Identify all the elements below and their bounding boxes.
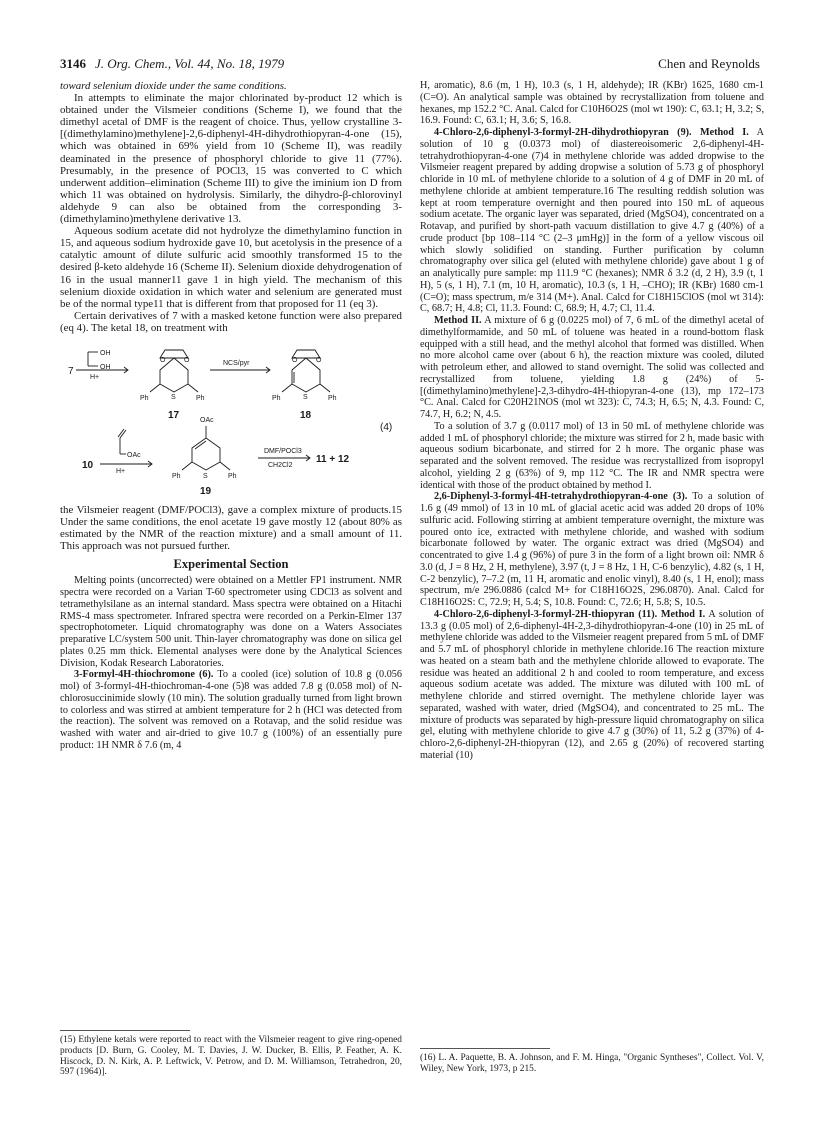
svg-text:Ph: Ph xyxy=(196,394,205,402)
paragraph: H, aromatic), 8.6 (m, 1 H), 10.3 (s, 1 H, aldehyde); IR (KBr) 1625, 1680 cm-1 (C=O). An analytical sample was obtained by recrystallization from toluene and hexanes, mp 152.2 °C. Anal. Calcd for C10H6O2S (mol wt 190): C, 63.1; H, 3.2; S, 16.9. Found: C, 63.1; H, 3.6; S, 16.8. xyxy=(420,80,764,127)
paragraph: 2,6-Diphenyl-3-formyl-4H-tetrahydrothiopyran-4-one (3). To a solution of 1.6 g (49 mmol) of 13 in 10 mL of glacial acetic acid was added 20 drops of 10% sulfuric acid. Following stirring at ambient temperature overnight, the mixture was poured onto ice, extracted with methylene chloride, and washed with sodium bicarbonate followed by water. The organic extract was dried (MgSO4) and concentrated to give 1.4 g (96%) of pure 3 in the form of a light brown oil: NMR δ 3.0 (d, J = 8 Hz, 2 H, methylene), 3.97 (t, J = 8 Hz, 1 H, C-6 benzylic), 4.82 (s, 1 H, C-2 benzylic), 7–7.2 (m, 11 H, aromatic and enolic vinyl), 8.40 (s, 1 H, enol); mass spectrum, m/e 296.0886 (calcd M+ for C18H16O2S, 296.0870). Anal. Calcd for C18H16O2S: C, 72.9; H, 5.4; S, 10.8. Found: C, 72.6; H, 5.8; S, 10.5. xyxy=(420,491,764,608)
compound-heading: 4-Chloro-2,6-diphenyl-3-formyl-2H-dihydrothiopyran (9). Method I. xyxy=(434,127,749,138)
svg-text:NCS/pyr: NCS/pyr xyxy=(223,359,250,367)
paragraph: Melting points (uncorrected) were obtained on a Mettler FP1 instrument. NMR spectra were recorded on a Varian T-60 spectrometer using CDCl3 as solvent and tetramethylsilane as an internal standard. Mass spectra were obtained on a Hitachi RMS-4 mass spectrometer. Infrared spectra were recorded on a Perkin-Elmer 137 spectrophotometer. Liquid chromatography was done on a Waters Associates preparative LC/system 500 unit. Thin-layer chromatography was done on silica gel plates 0.25 mm thick. Elemental analyses were done by the Analytical Sciences Division, Kodak Research Laboratories. xyxy=(60,575,402,669)
right-column xyxy=(420,80,764,762)
svg-text:Ph: Ph xyxy=(140,394,149,402)
svg-text:O: O xyxy=(160,356,166,364)
compound-heading: 3-Formyl-4H-thiochromone (6). xyxy=(74,669,214,681)
paragraph: Aqueous sodium acetate did not hydrolyze the dimethylamino function in 15, and aqueous sodium hydroxide gave 10, but acetolysis in the presence of a catalytic amount of dilute sulfuric acid smoothly transformed 15 to the desired β-keto aldehyde 16 (Scheme II). Selenium dioxide dehydrogenation of 16 in the usual manner11 gave 1 in high yield. The mechanism of this selenium dioxide oxidation in which water and selenium are generated must be of the normal type11 that is different from that proposed for 11 (eq 3). xyxy=(60,225,402,310)
compound-7-label: 7 xyxy=(68,365,74,377)
compound-18-label: 18 xyxy=(300,409,312,421)
paragraph: Method II. A mixture of 6 g (0.0225 mol) of 7, 6 mL of the dimethyl acetal of dimethylformamide, and 50 mL of toluene was heated in a round-bottom flask equipped with a still head, and the methyl alcohol that formed was distilled. When no more alcohol came over (about 6 h), the reaction mixture was cooled, diluted with petroleum ether, and allowed to stand overnight. The solid was collected and recrystallized from toluene, yielding 1.8 g (24%) of 5-[(dimethylamino)methylene]-2,3-dihydro-4H-thiopyran-4-one (13), mp 172–173 °C. Anal. Calcd for C20H21NOS (mol wt 323): C, 74.3; H, 6.5; N, 4.3. Found: C, 74.7, H, 6.2; N, 4.5. xyxy=(420,315,765,420)
svg-text:OAc: OAc xyxy=(127,451,141,459)
footnote-16: (16) L. A. Paquette, B. A. Johnson, and F. M. Hinga, "Organic Syntheses", Collect. Vol. V, Wiley, New York, 1973, p 215. xyxy=(420,1048,764,1075)
enol-acetate-reagent xyxy=(118,429,141,459)
compound-17-structure xyxy=(140,350,205,402)
paragraph: In attempts to eliminate the major chlorinated by-product 12 which is obtained under the Vilsmeier conditions (Scheme I), we found that the dimethyl acetal of DMF is the reagent of choice. Thus, yellow crystalline 3-[(dimethylamino)methylene]-2,6-diphenyl-4H-dihydrothiopyran-4-one (15), which was obtained in 69% yield from 10 (Scheme II), was readily deaminated in the presence of phosphoryl chloride to give 11 (77%). Presumably, in the presence of POCl3, 15 was converted to C which underwent addition–elimination (Scheme III) to give the iminium ion D from which 11 was obtained on hydrolysis. Similarly, the dihydro-β-chlorovinyl aldehyde 9 can also be obtained from the corresponding 3-(dimethylamino)methylene derivative 13. xyxy=(60,92,402,226)
svg-text:H+: H+ xyxy=(90,373,100,381)
svg-text:Ph: Ph xyxy=(272,394,281,402)
paragraph: 4-Chloro-2,6-diphenyl-3-formyl-2H-thiopyran (11). Method I. A solution of 13.3 g (0.05 mol) of 2,6-diphenyl-4H-2,3-dihydrothiopyran-4-one (10) in 25 mL of methylene chloride was added to the Vilsmeier reagent prepared from 5 mL of DMF and 5.7 mL of phosphoryl chloride in methylene chloride.16 The reaction mixture was heated on a steam bath and the methylene chloride allowed to evaporate. The residue was heated an additional 2 h and cooled to room temperature, and excess aqueous sodium acetate was added. The mixture was diluted with 100 mL of methylene chloride and stirred overnight. The methylene chloride layer was separated, washed with water, dried (MgSO4), and concentrated to 25 mL. The mixture of products was separated by high-pressure liquid chromatography on silica gel, eluting with methylene chloride to give 4.7 g (30%) of 11, 5.2 g (37%) of 4-chloro-2,6-diphenyl-2H-thiopyran (12), and 2.65 g (20%) of recovered starting material (10) xyxy=(420,608,764,761)
footnote-15: (15) Ethylene ketals were reported to react with the Vilsmeier reagent to give ring-opened products [D. Burn, G. Cooley, M. T. Davies, J. W. Ducker, B. Ellis, P. Feather, A. K. Hiscock, D. N. Kirk, A. P. Leftwick, V. Petrow, and D. M. Williamson, Tetrahedron, 20, 597 (1964)]. xyxy=(60,1030,402,1078)
paragraph: To a solution of 3.7 g (0.0117 mol) of 13 in 50 mL of methylene chloride was added 1 mL of phosphoryl chloride; the mixture was stirred for 2 h, made basic with aqueous sodium bicarbonate, and stirred for 2 h more. The organic phase was separated and the solvent removed. The residue was recrystallized from isopropyl alcohol, yielding 2 g (63%) of 9, mp 112 °C. The IR and NMR spectra were identical with those of the product obtained by method I. xyxy=(420,420,764,491)
page-header xyxy=(60,56,760,74)
svg-text:O: O xyxy=(316,356,322,364)
footnote-rule xyxy=(420,1048,550,1049)
compound-17-label: 17 xyxy=(168,409,180,421)
left-column xyxy=(60,80,402,752)
paragraph: Certain derivatives of 7 with a masked ketone function were also prepared (eq 4). The ketal 18, on treatment with xyxy=(60,309,402,334)
compound-19-label: 19 xyxy=(200,485,212,497)
svg-text:S: S xyxy=(303,393,308,401)
svg-text:Ph: Ph xyxy=(172,472,181,480)
svg-text:Ph: Ph xyxy=(228,472,237,480)
compound-10-label: 10 xyxy=(82,459,94,471)
compound-18-structure xyxy=(272,350,337,402)
page-number: 3146 xyxy=(60,56,86,71)
scheme-drawing xyxy=(60,340,402,498)
svg-text:Ph: Ph xyxy=(328,394,337,402)
svg-text:DMF/POCl3: DMF/POCl3 xyxy=(264,447,302,455)
paragraph: 3-Formyl-4H-thiochromone (6). To a cooled (ice) solution of 10.8 g (0.056 mol) of 3-formyl-4H-thiochroman-4-one (5)8 was added 7.8 g (0.058 mol) of N-chlorosuccinimide slowly (10 min). The solution gradually turned from light brown to colorless and was stirred at ambient temperature for 2 h (HCl was detected from the reaction). The solvent was removed on a Rotavap, and the solid residue was washed with water and air-dried to give 10.7 g (100%) of an essentially pure product: 1H NMR δ 7.6 (m, 4 xyxy=(60,669,402,751)
svg-text:O: O xyxy=(184,356,190,364)
paragraph: the Vilsmeier reagent (DMF/POCl3), gave a complex mixture of products.15 Under the same conditions, the enol acetate 19 gave mostly 12 (about 80% as estimated by the NMR of the reaction mixture) and a small amount of 11. This approach was not pursued further. xyxy=(60,503,402,553)
footnote-rule xyxy=(60,1030,190,1031)
compound-19-structure xyxy=(172,417,237,480)
paragraph: 4-Chloro-2,6-diphenyl-3-formyl-2H-dihydrothiopyran (9). Method I. A solution of 10 g (0.0373 mol) of diastereoisomeric 2,6-diphenyl-4H-tetrahydrothiopyran-4-one (7)4 in methylene chloride was added dropwise to the Vilsmeier reagent prepared by adding dropwise a solution of 5.73 g of phosphoryl chloride in 10 mL of methylene chloride to a solution of 4 g of DMF in 20 mL of methylene chloride at ambient temperature.16 The resulting reddish solution was kept at room temperature overnight and then poured into 150 mL of aqueous sodium acetate. The organic layer was separated, dried (MgSO4), concentrated on a Rotavap, and purified by short-path vacuum distillation to give 4.7 g (40%) of a crude product [bp 108–114 °C (2–3 μmHg)] in the form of a yellow viscous oil which slowly solidified on standing. Further purification by column chromatography over silica gel (eluted with methylene chloride) gave about 1 g of an analytically pure sample: mp 111.9 °C (hexanes); NMR δ 3.2 (d, 2 H), 3.9 (t, 1 H), 5 (s, 1 H), 7.1 (m, 10 H, aromatic), 10.3 (s, 1 H, –CHO); IR (KBr) 1680 cm-1 (C=O); mass spectrum, m/e 314 (M+). Anal. Calcd for C18H15ClOS (mol wt 314): C, 68.7; H, 4.8; Cl, 11.3. Found: C, 68.9; H, 4.7; Cl, 11.4. xyxy=(420,127,764,315)
svg-text:OH: OH xyxy=(100,349,111,357)
method-heading: Method II. xyxy=(434,315,482,326)
svg-text:S: S xyxy=(171,393,176,401)
svg-text:O: O xyxy=(292,356,298,364)
svg-text:OH: OH xyxy=(100,363,111,371)
section-heading-experimental: Experimental Section xyxy=(173,557,289,572)
paragraph: toward selenium dioxide under the same conditions. xyxy=(60,80,287,92)
products-label: 11 + 12 xyxy=(316,453,350,465)
running-authors: Chen and Reynolds xyxy=(658,56,760,71)
equation-4-scheme xyxy=(60,340,402,498)
compound-heading: 2,6-Diphenyl-3-formyl-4H-tetrahydrothiopyran-4-one (3). xyxy=(434,491,688,503)
journal-citation: J. Org. Chem., Vol. 44, No. 18, 1979 xyxy=(95,56,285,71)
svg-text:OAc: OAc xyxy=(200,416,214,424)
compound-heading: 4-Chloro-2,6-diphenyl-3-formyl-2H-thiopyran (11). Method I. xyxy=(434,608,706,620)
svg-text:H+: H+ xyxy=(116,467,126,475)
diol-reagent xyxy=(88,350,111,371)
equation-number: (4) xyxy=(380,421,393,433)
svg-text:S: S xyxy=(203,472,208,480)
svg-text:CH2Cl2: CH2Cl2 xyxy=(268,461,293,469)
